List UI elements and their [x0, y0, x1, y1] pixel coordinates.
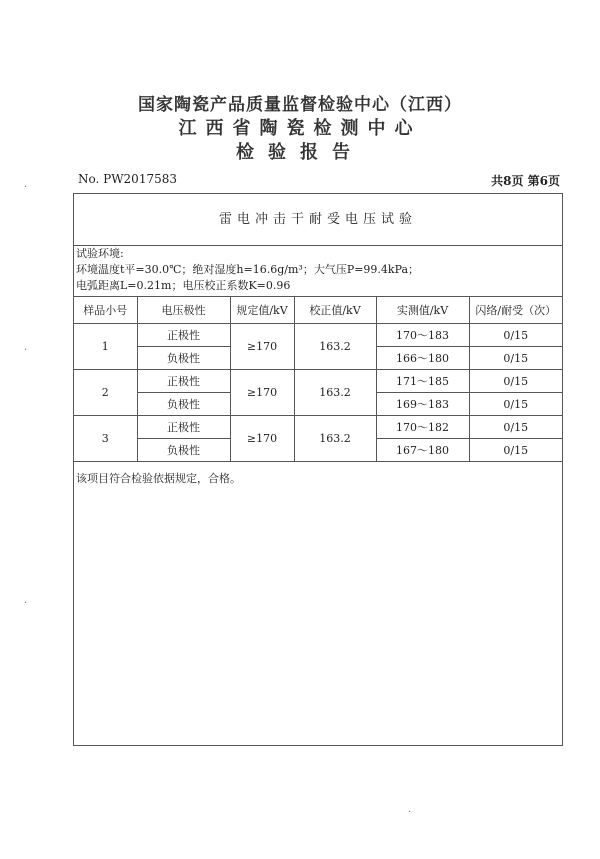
- scan-speck: ·: [408, 807, 412, 818]
- scan-speck: ·: [24, 182, 28, 193]
- measured-value: 170～183: [376, 324, 469, 347]
- table-row: [74, 324, 562, 347]
- corrected-value: 163.2: [294, 370, 376, 416]
- column-header: 闪络/耐受（次）: [469, 297, 562, 324]
- spec-value: ≥170: [230, 324, 294, 370]
- result-value: 0/15: [469, 324, 562, 347]
- spec-value: ≥170: [230, 370, 294, 416]
- column-header: 电压极性: [137, 297, 230, 324]
- table-row: [74, 370, 562, 393]
- test-title: 雷电冲击干耐受电压试验: [74, 194, 562, 246]
- polarity-cell: 负极性: [137, 393, 230, 416]
- column-header: 校正值/kV: [294, 297, 376, 324]
- sample-id: 3: [74, 416, 137, 462]
- result-value: 0/15: [469, 370, 562, 393]
- header-line-2: 江西省陶瓷检测中心: [178, 118, 422, 139]
- environment-conditions: 环境温度t平=30.0℃；绝对湿度h=16.6g/m³；大气压P=99.4kPa；: [76, 263, 420, 276]
- header-line-3: 检验报告: [236, 142, 364, 163]
- spec-value: ≥170: [230, 416, 294, 462]
- page-info: 共8页 第6页: [491, 174, 560, 188]
- measured-value: 167～180: [376, 439, 469, 462]
- results-table: [74, 296, 562, 462]
- measured-value: 171～185: [376, 370, 469, 393]
- scan-speck: ·: [24, 345, 28, 356]
- polarity-cell: 正极性: [137, 416, 230, 439]
- polarity-cell: 正极性: [137, 370, 230, 393]
- environment-arc-distance: 电弧距离L=0.21m；电压校正系数K=0.96: [76, 279, 291, 292]
- table-row: [74, 416, 562, 439]
- measured-value: 166～180: [376, 347, 469, 370]
- column-header: 规定值/kV: [230, 297, 294, 324]
- corrected-value: 163.2: [294, 324, 376, 370]
- test-box: [73, 193, 563, 746]
- corrected-value: 163.2: [294, 416, 376, 462]
- environment-label: 试验环境:: [76, 247, 124, 260]
- measured-value: 170～182: [376, 416, 469, 439]
- column-header: 实测值/kV: [376, 297, 469, 324]
- result-value: 0/15: [469, 439, 562, 462]
- report-number: No. PW2017583: [78, 172, 177, 186]
- polarity-cell: 负极性: [137, 347, 230, 370]
- column-header: 样品小号: [74, 297, 137, 324]
- result-value: 0/15: [469, 416, 562, 439]
- polarity-cell: 正极性: [137, 324, 230, 347]
- conclusion-text: 该项目符合检验依据规定，合格。: [76, 472, 241, 485]
- header-line-1: 国家陶瓷产品质量监督检验中心（江西）: [138, 95, 462, 115]
- sample-id: 1: [74, 324, 137, 370]
- result-value: 0/15: [469, 393, 562, 416]
- table-header-row: [74, 297, 562, 324]
- result-value: 0/15: [469, 347, 562, 370]
- scan-speck: ·: [24, 598, 28, 609]
- polarity-cell: 负极性: [137, 439, 230, 462]
- sample-id: 2: [74, 370, 137, 416]
- measured-value: 169～183: [376, 393, 469, 416]
